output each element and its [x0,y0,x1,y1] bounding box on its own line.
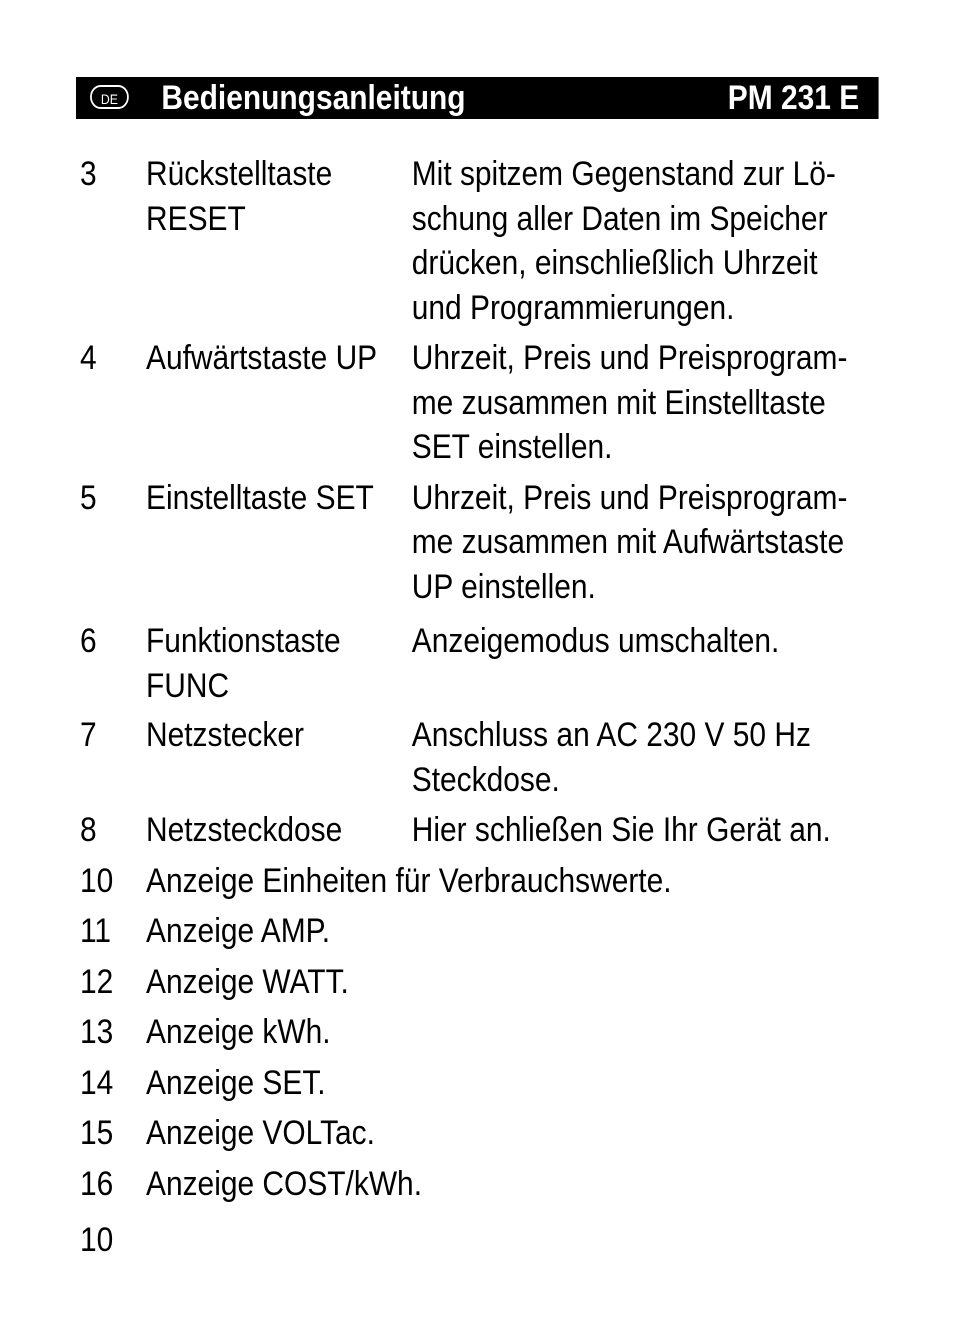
item-number: 5 [80,478,97,517]
item-text: Anzeige AMP. [146,912,331,950]
item-desc-line: und Programmierungen. [411,288,735,327]
page-header [76,77,879,119]
item-description [412,336,883,470]
item-desc-line: SET einstellen. [411,428,613,466]
item-term-line: Netzsteckdose [146,811,343,849]
list-item [80,808,883,853]
spacer [412,664,883,709]
list-item [80,152,883,330]
item-text: Anzeige WATT. [146,962,349,1001]
list-item [80,619,883,708]
item-desc-line: schung aller Daten im Speicher [411,199,828,238]
list-item [80,1010,883,1055]
item-desc-line: Steckdose. [411,760,560,799]
item-desc-line: Uhrzeit, Preis und Preisprogram- [411,339,848,377]
item-number: 10 [80,861,114,900]
item-desc-line: drücken, einschließlich Uhrzeit [411,244,818,282]
list-item [80,859,883,904]
item-number: 7 [80,716,97,754]
list-item [80,960,883,1005]
item-number: 15 [80,1114,114,1152]
item-number: 16 [80,1164,114,1203]
language-badge: DE [90,85,129,109]
list-item [80,336,883,470]
item-list [80,152,883,1206]
list-item [80,1061,883,1106]
item-number: 13 [80,1013,114,1051]
item-desc-line: Anschluss an AC 230 V 50 Hz [411,716,811,754]
item-term [146,336,377,381]
item-desc-line: me zusammen mit Einstelltaste [411,383,826,422]
item-term-line: Rückstelltaste [146,155,333,193]
item-text: Anzeige Einheiten für Verbrauchswerte. [146,861,672,900]
item-term-line: Einstelltaste SET [146,478,374,517]
item-description [412,713,883,802]
item-number: 11 [80,912,112,950]
item-text: Anzeige COST/kWh. [146,1164,423,1203]
item-term-line: Aufwärtstaste UP [146,339,378,377]
item-term [146,619,341,708]
item-text: Anzeige kWh. [146,1013,331,1051]
item-description [412,476,883,610]
item-term [146,476,374,521]
item-desc-line: Anzeigemodus umschalten. [411,622,780,660]
item-term [146,713,304,758]
item-desc-line: Uhrzeit, Preis und Preisprogram- [411,478,848,517]
list-item [80,713,883,802]
item-number: 6 [80,622,97,660]
item-description [412,619,883,708]
item-text: Anzeige SET. [146,1063,326,1102]
item-description [412,808,883,853]
item-number: 3 [80,155,97,193]
item-term [146,808,342,853]
list-item [80,1111,883,1156]
model-number: PM 231 E [727,79,860,117]
item-desc-line: Mit spitzem Gegenstand zur Lö- [411,155,836,193]
item-term [146,152,332,241]
list-item [80,1162,883,1207]
list-item [80,476,883,610]
item-term-line: Netzstecker [146,716,304,754]
item-desc-line: UP einstellen. [411,567,596,606]
item-term-line: FUNC [146,666,230,705]
item-term-line: Funktionstaste [146,622,341,660]
manual-title: Bedienungsanleitung [161,79,466,117]
item-term-line: RESET [146,199,246,238]
list-item [80,909,883,954]
item-text: Anzeige VOLTac. [146,1114,375,1152]
item-description [412,152,883,330]
item-desc-line: me zusammen mit Aufwärtstaste [411,523,845,561]
page-number: 10 [80,1221,114,1259]
item-desc-line: Hier schließen Sie Ihr Gerät an. [411,811,831,849]
item-number: 4 [80,339,97,377]
item-number: 14 [80,1063,114,1102]
item-number: 8 [80,811,97,849]
item-number: 12 [80,962,114,1001]
